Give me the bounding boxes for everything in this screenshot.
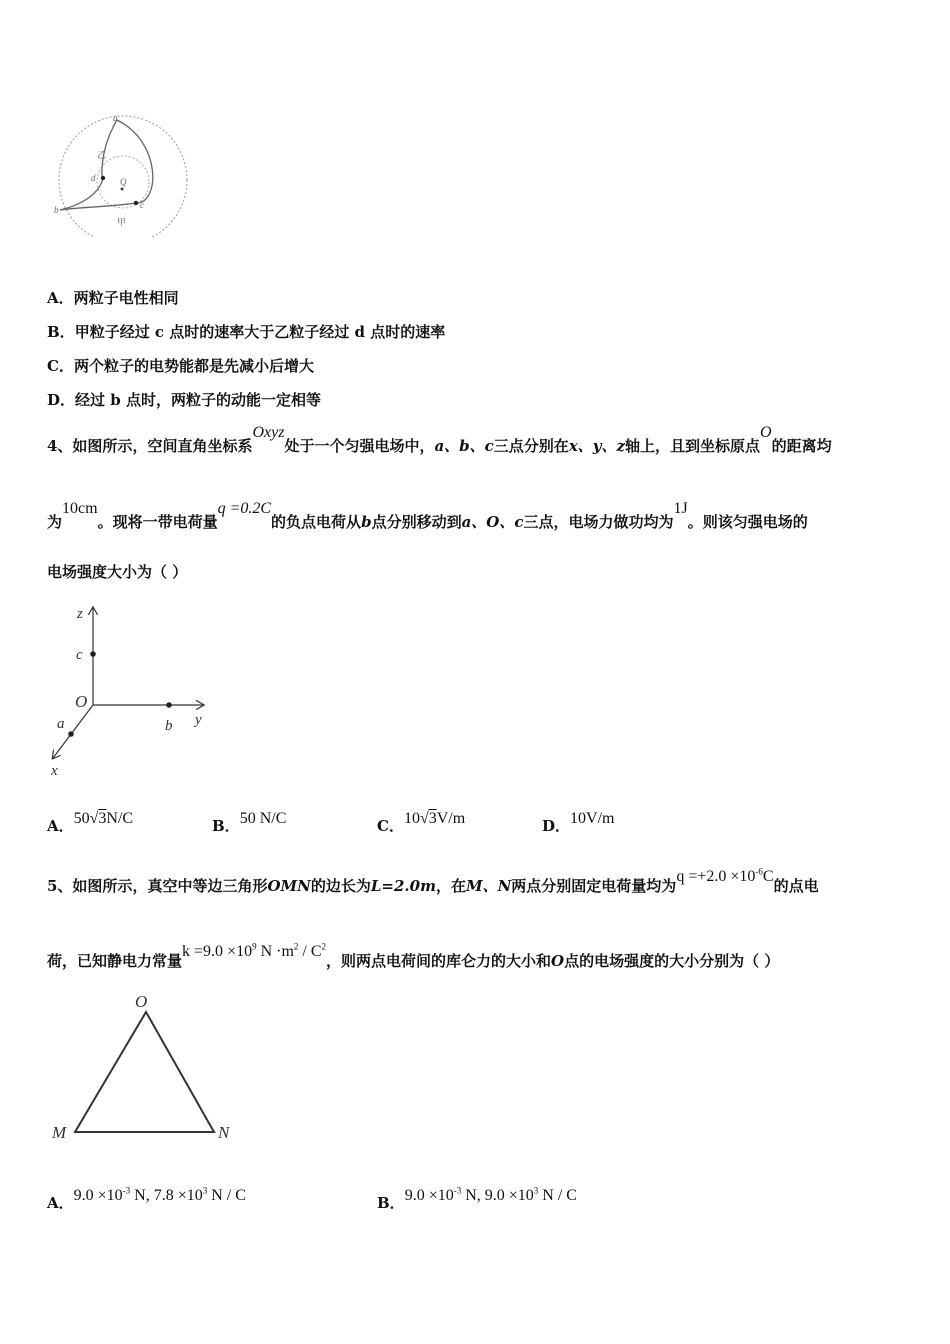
label-z: z (77, 606, 83, 622)
label-Q: Q (120, 177, 127, 187)
point-a (68, 731, 74, 737)
label-O: O (75, 692, 88, 711)
q3-option-a[interactable]: A．两粒子电性相同 (47, 289, 179, 307)
q5-choice-a[interactable]: A．$9.0 \times 10^{-3}$ N, $7.8 \times 10^3$ N / C (47, 1185, 246, 1212)
q3-option-d[interactable]: D．经过 b 点时，两粒子的动能一定相等 (47, 391, 321, 409)
q4-line-1: 4、如图所示，空间直角坐标系Oxyz处于一个匀强电场中，a、b、c三点分别在x、y、z轴上，且到坐标原点O的距离均 (47, 424, 832, 455)
point-c (90, 651, 96, 657)
label-M: M (52, 1123, 67, 1142)
point-Q (121, 188, 124, 191)
triangle-omn (75, 1012, 214, 1132)
axes-figure (45, 600, 215, 780)
q4-choice-d[interactable]: D．10V/m (542, 810, 615, 835)
math-distance: 10cm (62, 500, 98, 517)
math-charge-q: $q =+2.0 \times 10^{-6}C$ (676, 866, 774, 885)
math-constant-k: $k =9.0 \times 10^9$ $N \cdot m^2 / C^2$ (182, 941, 327, 960)
math-charge: q =0.2C (217, 500, 272, 517)
q5-line-1: 5、如图所示，真空中等边三角形OMN的边长为L=2.0m，在M、N两点分别固定电荷量均为$q =+2.0 \times 10^{-6}C$的点电 (47, 866, 819, 895)
q5-choice-b[interactable]: B．$9.0 \times 10^{-3}$ N, $9.0 \times 10^3$ N / C (377, 1185, 577, 1212)
label-jia: 甲 (117, 217, 127, 227)
point-b (166, 702, 172, 708)
q4-line-2: 为10cm。现将一带电荷量q =0.2C的负点电荷从b点分别移动到a、O、c三点，电场力做功均为1J。则该匀强电场的 (47, 500, 808, 531)
point-d (101, 176, 105, 180)
label-N: N (218, 1123, 230, 1142)
q4-choice-c[interactable]: C．10√3V/m (377, 810, 466, 835)
label-a: a (113, 113, 118, 123)
label-b: b (54, 205, 59, 215)
label-y: y (195, 712, 202, 728)
label-c: c (140, 200, 144, 210)
label-d: d (91, 173, 96, 183)
q5-line-2: 荷，已知静电力常量$k =9.0 \times 10^9$ $N \cdot m^2 / C^2$，则两点电荷间的库仑力的大小和O点的电场强度的大小分别为（ ） (47, 941, 780, 970)
sqrt-symbol: √ (89, 810, 99, 827)
sqrt-symbol: √ (419, 810, 429, 827)
math-oxyz: Oxyz (252, 424, 285, 441)
q4-choice-b[interactable]: B．50 N/C (212, 810, 287, 835)
point-c (134, 201, 138, 205)
q4-choice-a[interactable]: A．50√3N/C (47, 810, 134, 835)
label-O: O (135, 992, 148, 1011)
orbit-figure (50, 112, 195, 237)
label-x: x (51, 763, 58, 779)
label-a: a (57, 716, 65, 732)
triangle-figure (48, 990, 243, 1145)
label-yi: 乙 (97, 150, 107, 160)
math-origin: O (760, 424, 772, 441)
path-yi (60, 120, 117, 210)
q3-option-b[interactable]: B．甲粒子经过 c 点时的速率大于乙粒子经过 d 点时的速率 (47, 323, 446, 341)
label-b: b (165, 718, 173, 734)
math-work: 1J (673, 500, 688, 517)
label-c: c (76, 647, 83, 663)
path-jia (60, 120, 153, 210)
q3-option-c[interactable]: C．两个粒子的电势能都是先减小后增大 (47, 357, 314, 375)
q4-line-3: 电场强度大小为（ ） (47, 563, 188, 581)
